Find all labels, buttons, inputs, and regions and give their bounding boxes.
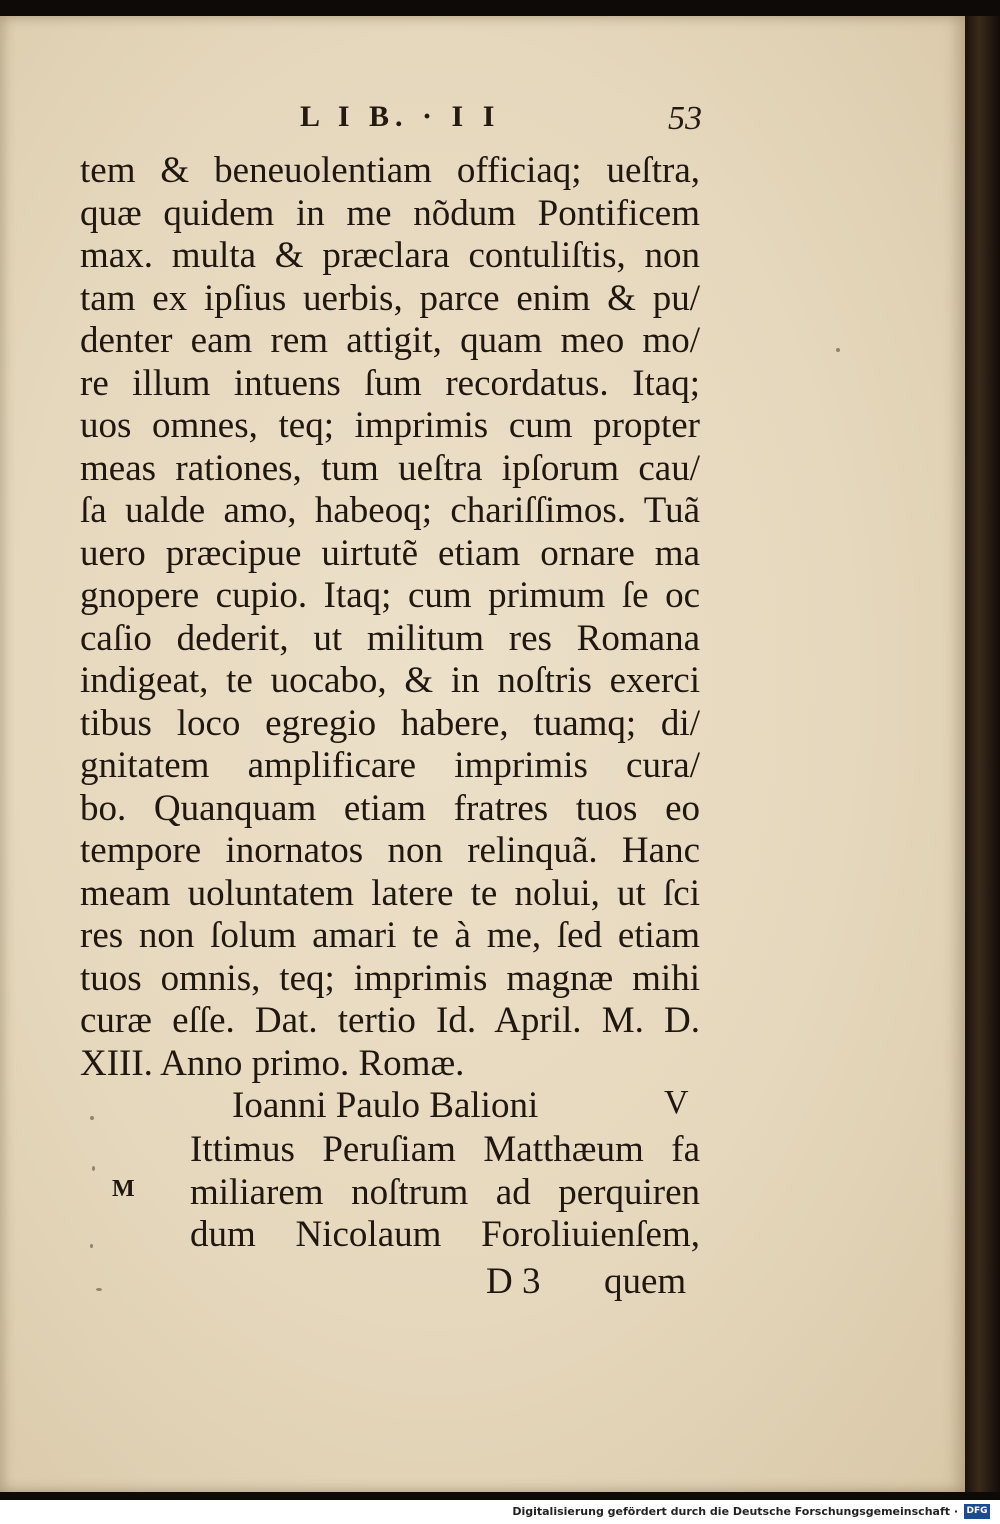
text-line: XIII. Anno primo. Romæ.: [80, 1042, 465, 1084]
text-line: gnitatem amplificare imprimis cura/: [80, 745, 700, 786]
text-line: quæ quidem in me nõdum Pontificem: [80, 192, 700, 234]
catchword: quem: [604, 1261, 687, 1302]
page-edge-shadow: [965, 16, 1000, 1492]
signature-mark: D 3: [486, 1261, 541, 1302]
text-line: tem & beneuolentiam officiaq; ueſtra,: [80, 150, 700, 191]
text-line: tam ex ipſius uerbis, parce enim & pu/: [80, 277, 700, 319]
text-line: meas rationes, tum ueſtra ipſorum cau/: [80, 447, 700, 489]
text-line: caſio dederit, ut militum res Romana: [80, 617, 700, 659]
text-line: miliarem noſtrum ad perquiren: [190, 1171, 700, 1213]
text-line: ſa ualde amo, habeoq; chariſſimos. Tuã: [80, 490, 700, 531]
running-head: L I B. · I I: [300, 100, 501, 133]
funding-credit: Digitalisierung gefördert durch die Deutsche Forschungsgemeinschaft ·: [512, 1505, 958, 1518]
text-line: curæ eſſe. Dat. tertio Id. April. M. D.: [80, 1000, 700, 1041]
text-line: Ittimus Peruſiam Matthæum fa: [190, 1129, 700, 1170]
text-line: gnopere cupio. Itaq; cum primum ſe oc: [80, 575, 700, 616]
dfg-logo: DFG: [964, 1504, 990, 1519]
text-line: dum Nicolaum Foroliuienſem,: [190, 1214, 700, 1255]
paper-speck: [90, 1116, 94, 1120]
text-line: tibus loco egregio habere, tuamq; di/: [80, 702, 700, 744]
paper-speck: [90, 1244, 93, 1248]
text-line: meam uoluntatem latere te nolui, ut ſci: [80, 872, 700, 914]
margin-note: M: [112, 1176, 135, 1202]
page-number: 53: [668, 100, 702, 137]
text-line: tempore inornatos non relinquã. Hanc: [80, 830, 700, 871]
paper-speck: [96, 1288, 102, 1291]
text-line: uero præcipue uirtutẽ etiam ornare ma: [80, 532, 700, 574]
text-line: bo. Quanquam etiam fratres tuos eo: [80, 787, 700, 829]
text-line: denter eam rem attigit, quam meo mo/: [80, 320, 700, 361]
guide-letter: V: [664, 1084, 689, 1121]
paper-speck: [92, 1166, 95, 1171]
paper-speck: [836, 348, 840, 352]
text-line: max. multa & præclara contuliſtis, non: [80, 235, 700, 276]
text-line: res non ſolum amari te à me, ſed etiam: [80, 915, 700, 956]
text-line: re illum intuens ſum recordatus. Itaq;: [80, 362, 700, 404]
main-text-block: [80, 150, 720, 1085]
text-line: indigeat, te uocabo, & in noſtris exerci: [80, 660, 700, 701]
text-line: uos omnes, teq; imprimis cum propter: [80, 405, 700, 446]
text-line: tuos omnis, teq; imprimis magnæ mihi: [80, 957, 700, 999]
letter-body: [190, 1128, 700, 1256]
letter-heading: Ioanni Paulo Balioni: [232, 1085, 539, 1126]
footer-bar: [0, 1500, 1000, 1524]
